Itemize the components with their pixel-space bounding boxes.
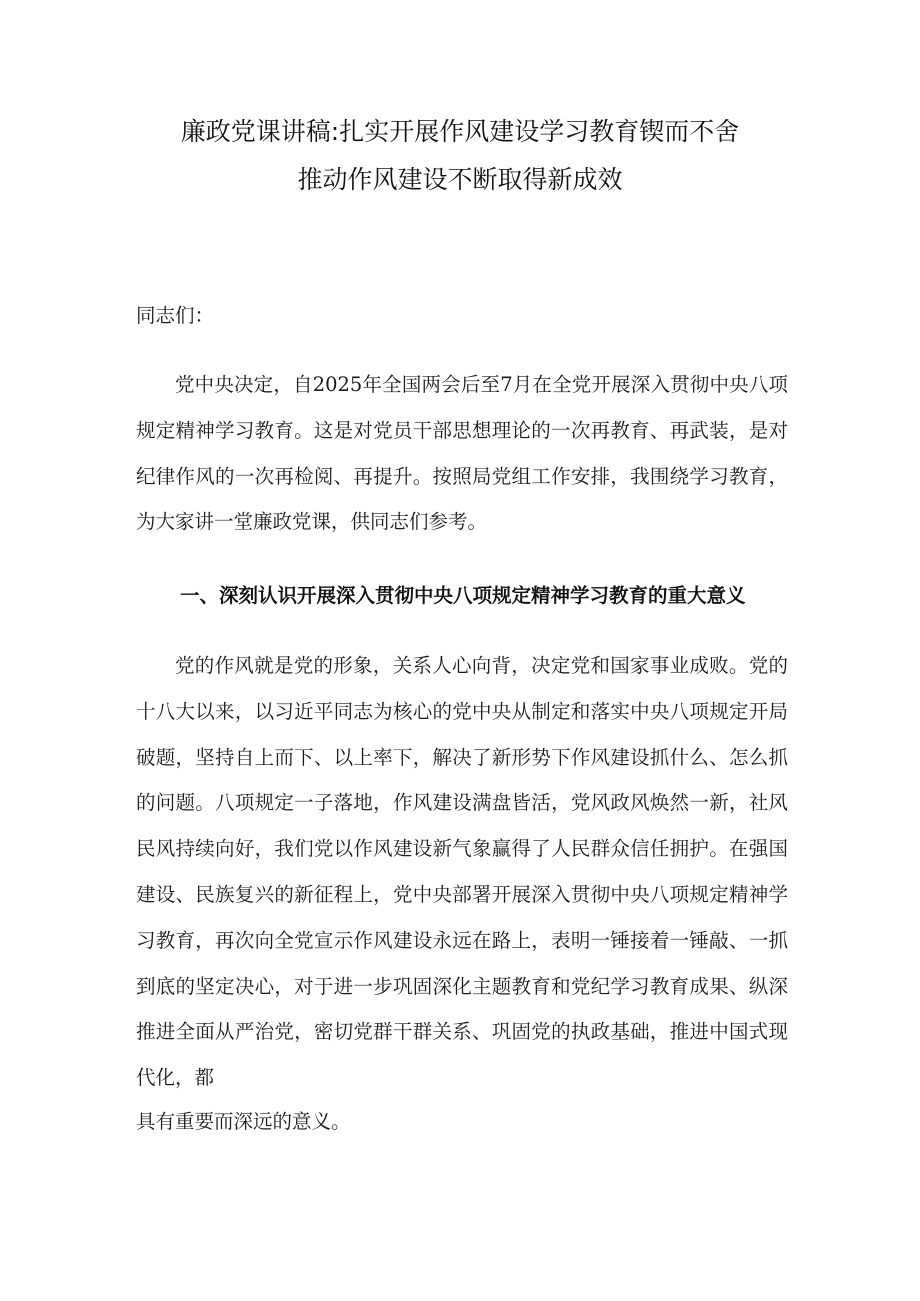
document-title-line-1: 廉政党课讲稿:扎实开展作风建设学习教育锲而不舍 xyxy=(180,117,740,146)
section-heading-1: 一、深刻认识开展深入贯彻中央八项规定精神学习教育的重大意义 xyxy=(180,584,746,607)
document-title-line-2: 推动作风建设不断取得新成效 xyxy=(297,165,623,194)
paragraph-section-1-tail: 具有重要而深远的意义。 xyxy=(136,1110,351,1133)
salutation: 同志们： xyxy=(136,304,215,327)
paragraph-intro: 党中央决定，自2025年全国两会后至7月在全党开展深入贯彻中央八项规定精神学习教育。这是对党员干部思想理论的一次再教育、再武装，是对纪律作风的一次再检阅、再提升。按照局党组工作安排，我围绕学习教育，为大家讲一堂廉政党课，供同志们参考。 xyxy=(136,373,788,534)
paragraph-section-1: 党的作风就是党的形象，关系人心向背，决定党和国家事业成败。党的十八大以来，以习近平同志为核心的党中央从制定和落实中央八项规定开局破题，坚持自上而下、以上率下，解决了新形势下作风建设抓什么、怎么抓的问题。八项规定一子落地，作风建设满盘皆活，党风政风焕然一新，社风民风持续向好，我们党以作风建设新气象赢得了人民群众信任拥护。在强国建设、民族复兴的新征程上，党中央部署开展深入贯彻中央八项规定精神学习教育，再次向全党宣示作风建设永远在路上，表明一锤接着一锤敲、一抓到底的坚定决心，对于进一步巩固深化主题教育和党纪学习教育成果、纵深推进全面从严治党，密切党群干群关系、巩固党的执政基础，推进中国式现代化，都 xyxy=(136,654,788,1090)
